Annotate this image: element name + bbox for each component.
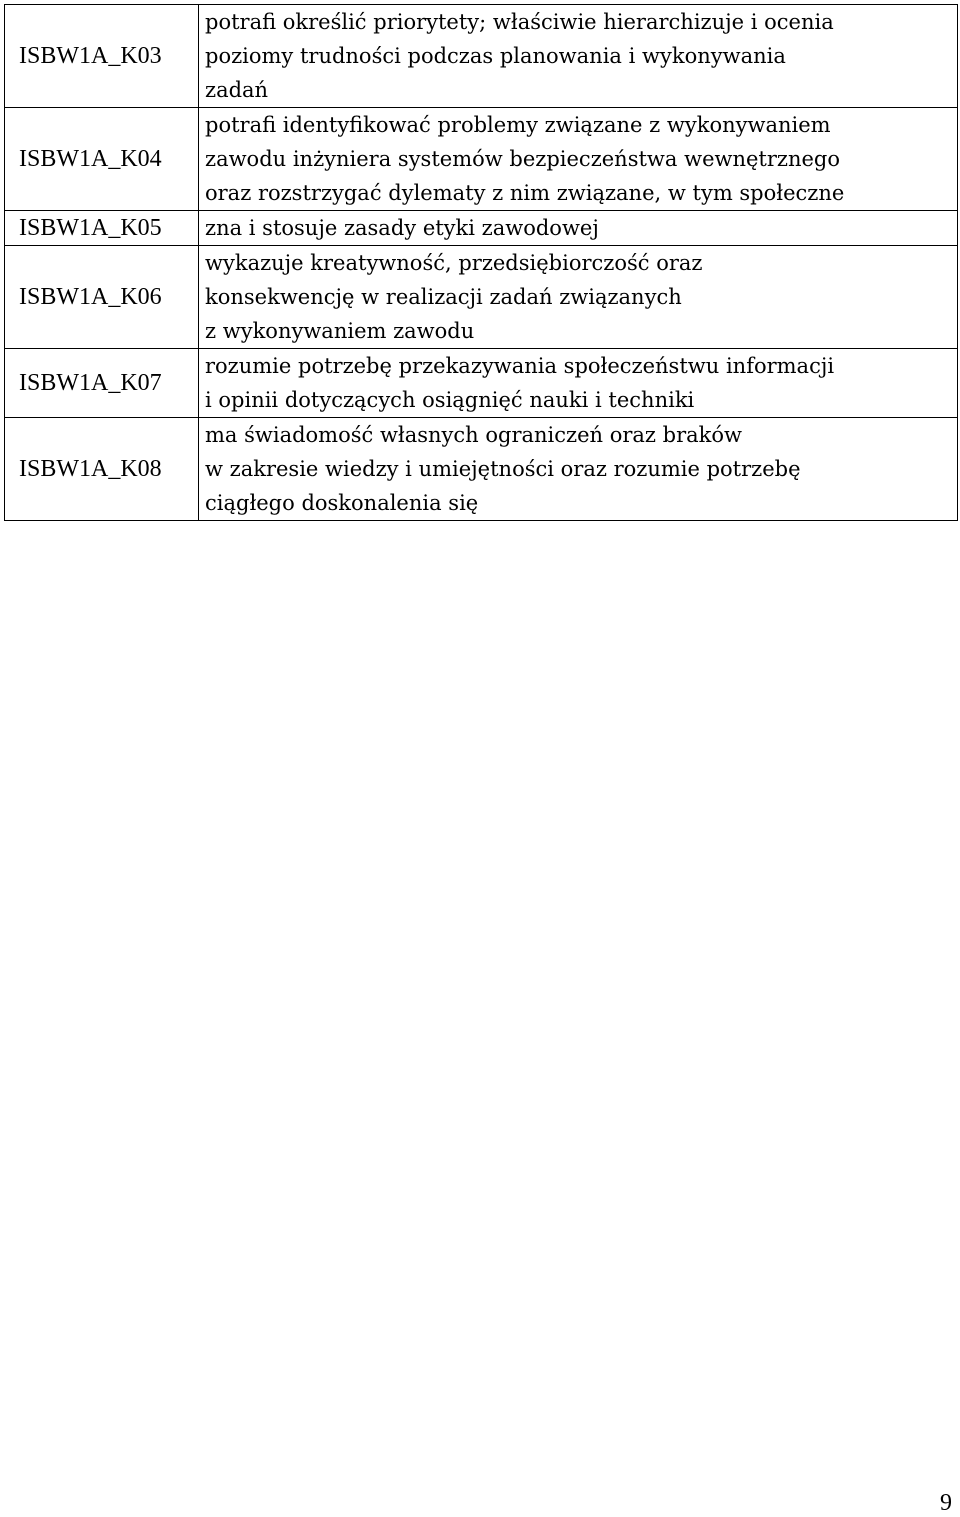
description-line: zadań <box>205 78 269 102</box>
table-row <box>5 246 958 349</box>
outcome-code: ISBW1A_K06 <box>5 246 199 349</box>
description-line: ciągłego doskonalenia się <box>205 491 479 515</box>
table-row <box>5 5 958 108</box>
outcome-code: ISBW1A_K04 <box>5 108 199 211</box>
outcome-description <box>199 108 958 211</box>
description-line: z wykonywaniem zawodu <box>205 319 475 343</box>
description-line: zawodu inżyniera systemów bezpieczeństwa wewnętrznego <box>205 147 841 171</box>
description-line: oraz rozstrzygać dylematy z nim związane, w tym społeczne <box>205 181 845 205</box>
learning-outcomes-table <box>4 4 958 521</box>
outcome-description <box>199 418 958 521</box>
description-line: potrafi określić priorytety; właściwie hierarchizuje i ocenia <box>205 10 834 34</box>
description-line: wykazuje kreatywność, przedsiębiorczość oraz <box>205 251 703 275</box>
description-line: zna i stosuje zasady etyki zawodowej <box>205 216 599 240</box>
table-row <box>5 108 958 211</box>
table-row <box>5 349 958 418</box>
outcome-description <box>199 246 958 349</box>
outcome-description <box>199 5 958 108</box>
description-line: ma świadomość własnych ograniczeń oraz braków <box>205 423 743 447</box>
outcome-code: ISBW1A_K07 <box>5 349 199 418</box>
outcome-description <box>199 211 958 246</box>
table-row <box>5 418 958 521</box>
outcome-code: ISBW1A_K05 <box>5 211 199 246</box>
outcome-code: ISBW1A_K03 <box>5 5 199 108</box>
description-line: w zakresie wiedzy i umiejętności oraz rozumie potrzebę <box>205 457 801 481</box>
description-line: rozumie potrzebę przekazywania społeczeństwu informacji <box>205 354 835 378</box>
description-line: potrafi identyfikować problemy związane z wykonywaniem <box>205 113 831 137</box>
outcome-code: ISBW1A_K08 <box>5 418 199 521</box>
description-line: konsekwencję w realizacji zadań związanych <box>205 285 682 309</box>
page-number: 9 <box>940 1490 952 1516</box>
outcome-description <box>199 349 958 418</box>
table-row <box>5 211 958 246</box>
description-line: poziomy trudności podczas planowania i wykonywania <box>205 44 786 68</box>
description-line: i opinii dotyczących osiągnięć nauki i techniki <box>205 388 695 412</box>
